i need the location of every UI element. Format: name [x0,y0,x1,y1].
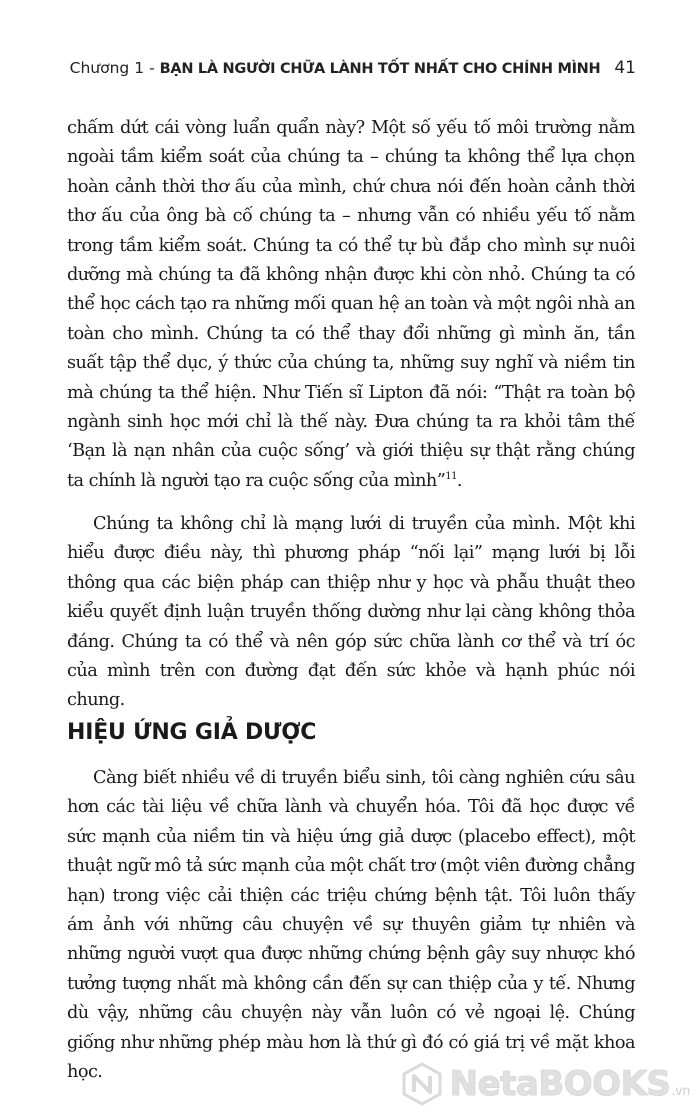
header-separator: - [149,59,155,77]
publisher-watermark [400,1062,690,1106]
running-header [70,58,636,78]
footnote-marker[interactable]: 11 [445,470,457,482]
watermark-text [450,1064,690,1104]
body-paragraph [67,114,635,496]
watermark-suffix: .vn [671,1084,690,1099]
page-number: 41 [614,58,636,78]
section-heading: HIỆU ỨNG GIẢ DƯỢC [67,720,317,745]
paragraph-tail: . [456,470,462,491]
paragraph-text: chấm dứt cái vòng luẩn quẩn này? Một số yếu tố môi trường nằm ngoài tầm kiểm soát của chúng ta – chúng ta không thể lựa chọn hoàn cảnh thời thơ ấu của mình, chứ chưa nói đến hoàn cảnh thời thơ ấu của ông bà cố chúng ta – nhưng vẫn có nhiều yếu tố nằm trong tầm kiểm soát. Chúng ta có thể tự bù đắp cho mình sự nuôi dưỡng mà chúng ta đã không nhận được khi còn nhỏ. Chúng ta có thể học cách tạo ra những mối quan hệ an toàn và một ngôi nhà an toàn cho mình. Chúng ta có thể thay đổi những gì mình ăn, tần suất tập thể dục, ý thức của chúng ta, những suy nghĩ và niềm tin mà chúng ta thể hiện. Như Tiến sĩ Lipton đã nói: “Thật ra toàn bộ ngành sinh học mới chỉ là thế này. Đưa chúng ta ra khỏi tâm thế ‘Bạn là nạn nhân của cuộc sống’ và giới thiệu sự thật rằng chúng ta chính là người tạo ra cuộc sống của mình” [67,118,635,491]
netabooks-logo-icon [400,1062,444,1106]
body-paragraph: Càng biết nhiều về di truyền biểu sinh, tôi càng nghiên cứu sâu hơn các tài liệu về chữa lành và chuyển hóa. Tôi đã học được về sức mạnh của niềm tin và hiệu ứng giả dược (placebo effect), một thuật ngữ mô tả sức mạnh của một chất trơ (một viên đường chẳng hạn) trong việc cải thiện các triệu chứng bệnh tật. Tôi luôn thấy ám ảnh với những câu chuyện về sự thuyên giảm tự nhiên và những người vượt qua được những chứng bệnh gây suy nhược khó tưởng tượng nhất mà không cần đến sự can thiệp của y tế. Nhưng dù vậy, những câu chuyện này vẫn luôn có vẻ ngoại lệ. Chúng giống như những phép màu hơn là thứ gì đó có giá trị về mặt khoa học. [67,768,635,1083]
body-paragraph: Chúng ta không chỉ là mạng lưới di truyền của mình. Một khi hiểu được điều này, thì phương pháp “nối lại” mạng lưới bị lỗi thông qua các biện pháp can thiệp như y học và phẫu thuật theo kiểu quyết định luận truyền thống dường như lại càng không thỏa đáng. Chúng ta có thể và nên góp sức chữa lành cơ thể và trí óc của mình trên con đường đạt đến sức khỏe và hạnh phúc nói chung. [67,514,635,711]
watermark-brand: NetaBOOKS [449,1064,671,1104]
chapter-label: Chương 1 [69,59,145,77]
chapter-title: BẠN LÀ NGƯỜI CHỮA LÀNH TỐT NHẤT CHO CHÍNH MÌNH [159,61,601,77]
